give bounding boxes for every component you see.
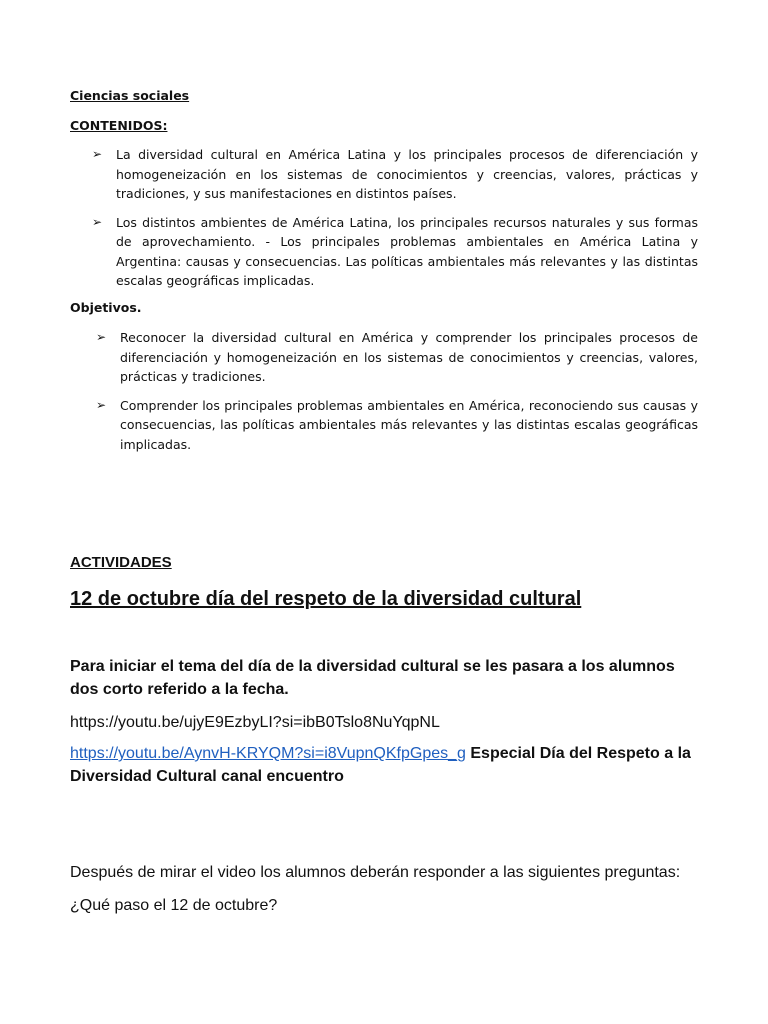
contents-item-text: La diversidad cultural en América Latina y los principales procesos de diferenciación y homogeneización en los sistemas de conocimientos y creencias, valores, prácticas y tradiciones, y sus manifestaciones en distintos países. [116,147,698,201]
objectives-item-text: Comprender los principales problemas ambientales en América, reconociendo sus causas y consecuencias, las políticas ambientales más relevantes y las distintas escalas geográficas implicadas. [120,397,698,452]
video-link-2-caption: Especial Día del Respeto a la Diversidad Cultural canal encuentro [70,745,691,785]
arrow-bullet-icon: ➢ [92,147,103,161]
question-1: ¿Qué paso el 12 de octubre? [70,897,278,914]
instruction-text: Después de mirar el video los alumnos deberán responder a las siguientes preguntas: [70,864,681,881]
contents-item-text: Los distintos ambientes de América Latina, los principales recursos naturales y sus formas de aprovechamiento. - Los principales problemas ambientales en América Latina y Argentina: causas y consecuencias. Las políticas ambientales más relevantes y las distintas escalas geográficas implicadas. [116,214,698,288]
activity-intro: Para iniciar el tema del día de la diversidad cultural se les pasara a los alumnos dos corto referido a la fecha. [70,658,675,698]
activities-heading: ACTIVIDADES [70,554,172,571]
subject-title: Ciencias sociales [70,88,190,103]
arrow-bullet-icon: ➢ [92,214,103,229]
contents-list [92,145,698,300]
video-url-1: https://youtu.be/ujyE9EzbyLI?si=ibB0Tslo8NuYqpNL [70,714,440,731]
video-link-2-paragraph [70,742,700,788]
contents-item [92,213,698,291]
video-link-2[interactable]: https://youtu.be/AynvH-KRYQM?si=i8VupnQKfpGpes_g [70,745,466,762]
contents-item [92,145,698,204]
arrow-bullet-icon: ➢ [96,397,107,412]
objectives-heading: Objetivos. [70,300,142,315]
activity-title: 12 de octubre día del respeto de la diversidad cultural [70,588,582,610]
objectives-item [96,396,698,455]
arrow-bullet-icon: ➢ [96,330,107,344]
objectives-item [96,328,698,387]
objectives-item-text: Reconocer la diversidad cultural en América y comprender los principales procesos de diferenciación y homogeneización en los sistemas de conocimientos y creencias, valores, prácticas y tradiciones. [120,330,698,384]
objectives-list [96,328,698,463]
contents-heading: CONTENIDOS: [70,118,168,133]
